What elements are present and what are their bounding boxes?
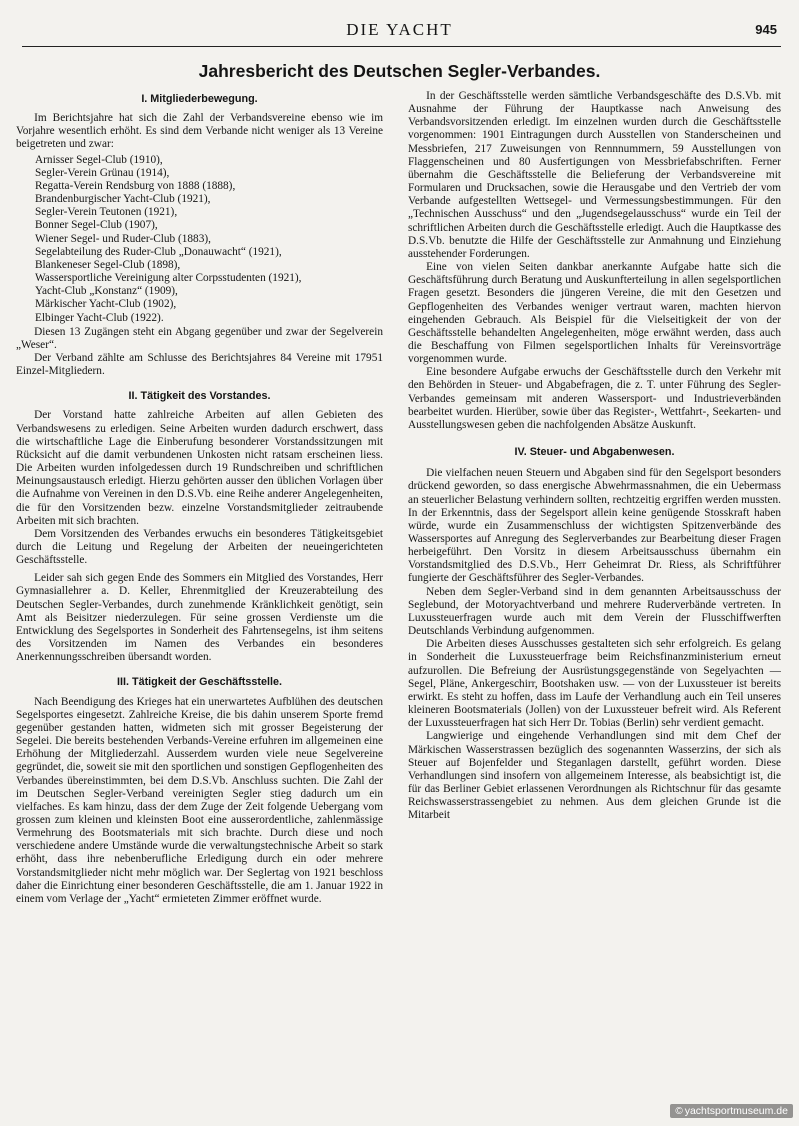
paragraph: Neben dem Segler-Verband sind in dem genannten Arbeitsausschuss der Seglebund, der Motoryachtverband und mehrere Ruderverbände vertreten. In Luxussteuerfragen wurde auch mit dem Verein der Flusschiffwerften Deutschlands Verbindung aufgenommen. — [408, 585, 781, 638]
paragraph: In der Geschäftsstelle werden sämtliche Verbandsgeschäfte des D.S.Vb. mit Ausnahme der Führung der Hauptkasse nach Anweisung des Verbandsvorsitzenden erledigt. Im einzelnen wurden durch die Geschäftsstelle vorgenommen: 1901 Eintragungen durch Ausstellen von Standerscheinen und Messbriefen, 217 Zuweisungen von Rennnummern, 59 Ausstellungen von Flaggenscheinen und 80 Ausfertigungen von Messbriefabschriften. Ferner übernahm die Geschäftsstelle die Belieferung der Verbandsvereine mit Formularen und Drucksachen, sowie die Herausgabe und den Vertrieb der vom Verbande aufgestellten Wettsegel- und Vermessungsbestimmungen. Für den „Technischen Ausschuss“ und den „Jugendsegelausschuss“ wurde ein Teil der schriftlichen Arbeiten durch die Geschäftsstelle erledigt. Auch die Hauptkasse des D.S.Vb. benutzte die Hilfe der Geschäftsstelle zur Anmahnung und Einziehung ausstehender Forderungen. — [408, 90, 781, 260]
section-heading-3: III. Tätigkeit der Geschäftsstelle. — [116, 676, 282, 689]
club-item: Wassersportliche Vereinigung alter Corpsstudenten (1921), — [35, 272, 302, 285]
club-item: Wiener Segel- und Ruder-Club (1883), — [35, 232, 211, 245]
paragraph: Im Berichtsjahre hat sich die Zahl der Verbandsvereine ebenso wie im Vorjahre wesentlich erhöht. Es sind dem Verbande nicht weniger als 13 Vereine beigetreten und zwar: — [16, 112, 383, 151]
running-head — [0, 16, 799, 46]
copyright-icon: © — [675, 1106, 683, 1117]
club-item: Yacht-Club „Konstanz“ (1909), — [35, 285, 178, 298]
club-item: Brandenburgischer Yacht-Club (1921), — [35, 193, 211, 206]
club-item: Regatta-Verein Rendsburg von 1888 (1888), — [35, 179, 236, 192]
paragraph: Dem Vorsitzenden des Verbandes erwuchs ein besonderes Tätigkeitsgebiet durch die Leitung und Regelung der Arbeiten der neueingerichteten Geschäftsstelle. — [16, 527, 383, 567]
article-title: Jahresbericht des Deutschen Segler-Verbandes. — [198, 61, 601, 81]
paragraph: Der Verband zählte am Schlusse des Berichtsjahres 84 Vereine mit 17951 Einzel-Mitgliedern. — [16, 351, 383, 378]
paragraph: Nach Beendigung des Krieges hat ein unerwartetes Aufblühen des deutschen Segelsportes eingesetzt. Zahlreiche Kreise, die bis dahin unserem Sporte fremd gegenüber gestanden hatten, widmeten sich mit grosser Begeisterung der Segelei. Die bereits bestehenden Verbands-Vereine erfuhren im allgemeinen eine Erhöhung der Mitgliederzahl. Ausserdem wurden viele neue Segelvereine gegründet, die, soweit sie mit den sportlichen und sonstigen Gepflogenheiten des Verbandes übereinstimmten, bei dem D.S.Vb. Anschluss suchten. Die Zahl der im Deutschen Segler-Verband vereinigten Segler stieg dadurch um ein vielfaches. Es kam hinzu, dass der dem Zuge der Zeit folgende Uebergang vom grossen zum kleinen und kleinsten Boot eine ausserordentliche, zahlenmässige Vermehrung des Bootsmaterials mit sich brachte. Durch diese und noch verschiedene andere Umstände wurde die verwaltungstechnische Arbeit so stark erhöht, dass ihre nebenberufliche Erledigung durch ein oder mehrere Vorstandsmitglieder nicht mehr möglich war. Der Seglertag von 1921 beschloss daher die Einrichtung einer besonderen Geschäftsstelle, die am 1. Januar 1922 in einem vom Verlage der „Yacht“ ermieteten Zimmer eröffnet wurde. — [16, 695, 383, 905]
left-column — [16, 90, 383, 1112]
club-item: Elbinger Yacht-Club (1922). — [35, 311, 164, 324]
club-item: Segler-Verein Teutonen (1921), — [35, 206, 178, 219]
section-heading-2: II. Tätigkeit des Vorstandes. — [128, 390, 271, 403]
club-item: Märkischer Yacht-Club (1902), — [35, 298, 177, 311]
paragraph: Eine von vielen Seiten dankbar anerkannte Aufgabe hatte sich die Geschäftsführung durch Beratung und Auskunfterteilung in allen segelsportlichen Fragen gesetzt. Besonders die jüngeren Vereine, die mit den Gesetzen und Gepflogenheiten des Verbandes weniger vertraut waren, machten hiervon eingehenden Gebrauch. Als Beispiel für die Vielseitigkeit der von der Geschäftsstelle behandelten Angelegenheiten, möge erwähnt werden, dass auch die Beschaffung von Filmen segelsportlichen Inhalts für Vereinsvorträge vorgenommen wurde. — [408, 261, 781, 366]
watermark — [670, 1104, 793, 1118]
right-column — [408, 90, 781, 1112]
paragraph: Die vielfachen neuen Steuern und Abgaben sind für den Segelsport besonders drückend geworden, so dass energische Abwehrmassnahmen, die ein Uebermass an steuerlicher Belastung verhindern sollten, rechtzeitig ergriffen werden mussten. In der Erkenntnis, dass der Segelsport allein keine genügende Stosskraft haben würde, wurde ein Zusammenschluss der wichtigsten Spitzenverbände des Wassersportes auf Anregung des Seglerverbandes zur Bearbeitung dieser Fragen herbeigeführt. Den Vorsitz in diesem Arbeitsausschuss übernahm ein Vorstandsmitglied des D.S.Vb., Herr Geheimrat Dr. Riess, als Schriftführer fungierte der Geschäftsführer des Segler-Verbandes. — [408, 467, 781, 585]
paragraph: Diesen 13 Zugängen steht ein Abgang gegenüber und zwar der Segelverein „Weser“. — [16, 325, 383, 351]
club-item: Segelabteilung des Ruder-Club „Donauwacht“ (1921), — [35, 245, 282, 258]
header-rule — [22, 46, 781, 47]
journal-title: DIE YACHT — [346, 20, 453, 39]
paragraph: Leider sah sich gegen Ende des Sommers ein Mitglied des Vorstandes, Herr Gymnasiallehrer a. D. Keller, Ehrenmitglied der Kreuzerabteilung des Deutschen Segler-Verbandes, durch zunehmende Kränklichkeit genötigt, sein Amt als Beisitzer niederzulegen. Für seine grossen Verdienste um die Entwicklung des Segelsportes in Sonderheit des Fahrtensegelns, ist ihm seitens des Vorsitzenden im Namen des Verbandes ein besonderes Anerkennungsschreiben übersandt worden. — [16, 572, 383, 664]
club-list — [16, 154, 383, 325]
club-item: Segler-Verein Grünau (1914), — [35, 166, 170, 179]
paragraph: Die Arbeiten dieses Ausschusses gestalteten sich sehr erfolgreich. Es gelang in Sonderheit die Luxussteuerfrage beim Reichsfinanzministerium erneut aufzurollen. Die Befreiung der Ausrüstungsgegenstände von Segelyachten — Segel, Pläne, Ankergeschirr, Bootshaken usw. — von der Luxussteuer ist bereits erwirkt. Es steht zu hoffen, dass im Laufe der Verhandlung auch ein Teil unseres kleineren Bootsmaterials (Jollen) von der Luxussteuer befreit wird. Als Referent der Luxussteuerfragen hat sich Herr Dr. Tobias (Berlin) sehr verdient gemacht. — [408, 638, 781, 730]
section-heading-1: I. Mitgliederbewegung. — [141, 93, 258, 105]
page-number: 945 — [755, 22, 777, 37]
paragraph: Eine besondere Aufgabe erwuchs der Geschäftsstelle durch den Verkehr mit den Behörden in Steuer- und Abgabefragen, die z. T. unter Führung des Segler-Verbandes gemeinsam mit anderen Wassersport- und Industrieverbänden bearbeitet wurden. Hierüber, sowie über das Register-, Wettfahrt-, Seekarten- und Ausstellungswesen geben die nachfolgenden Absätze Auskunft. — [408, 366, 781, 431]
club-item: Bonner Segel-Club (1907), — [35, 219, 158, 232]
watermark-text: yachtsportmuseum.de — [684, 1105, 788, 1117]
paragraph: Der Vorstand hatte zahlreiche Arbeiten auf allen Gebieten des Verbandswesens zu erledigen. Seine Arbeiten wurden dadurch erschwert, dass die wirtschaftliche Lage die Einberufung besonderer Vorstandssitzungen mit Rücksicht auf die damit verbundenen Unkosten nicht ratsam erscheinen liess. Die Arbeiten wurden infolgedessen durch 19 Rundschreiben und schriftlichen Meinungsaustausch erledigt. Hierzu gehörten ausser den üblichen Vorlagen über die Aufnahme von Vereinen in den D.S.Vb. eine Reihe anderer Angelegenheiten, die für den Vorsitzenden bezw. einzelne Vorstandsmitglieder zeitraubende Arbeiten mit sich brachten. — [16, 409, 383, 527]
paragraph: Langwierige und eingehende Verhandlungen sind mit dem Chef der Märkischen Wasserstrassen bezüglich des sogenannten Wasserzins, der sich als Steuer auf Bojenfelder und Steganlagen darstellt, geführt worden. Diese Verhandlungen sind insofern von allgemeinem Interesse, als beabsichtigt ist, die für das Berliner Gebiet erlassenen Verordnungen als Richtschnur für das gesamte Reichswasserstrassengebiet zu nehmen. Aus dem gleichen Grunde ist die Mitarbeit — [408, 730, 781, 822]
section-heading-4: IV. Steuer- und Abgabenwesen. — [514, 446, 675, 459]
club-item: Blankeneser Segel-Club (1898), — [35, 258, 181, 271]
club-item: Arnisser Segel-Club (1910), — [35, 153, 163, 166]
